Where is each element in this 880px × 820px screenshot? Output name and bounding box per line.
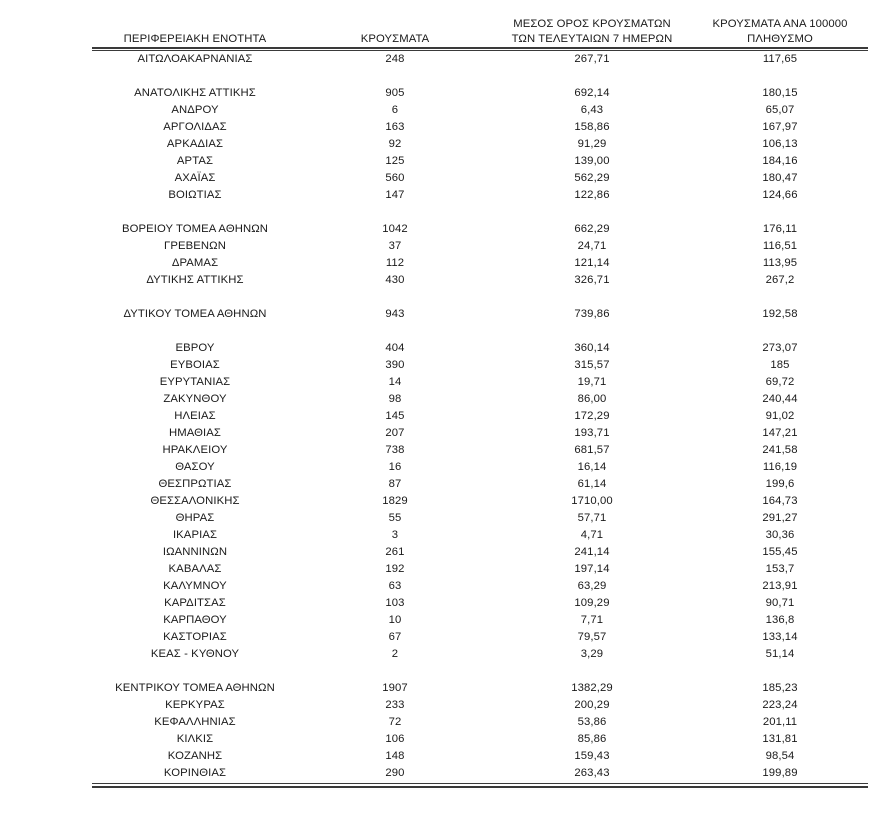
table-header-row xyxy=(92,0,868,47)
column-header-cases-per-100000-line2: ΠΛΗΘΥΣΜΟ xyxy=(747,32,813,45)
cell-cases-per-100000: 180,15 xyxy=(762,87,798,99)
table-spacer-cell xyxy=(92,663,868,680)
cell-seven-day-average: 197,14 xyxy=(574,563,610,575)
cell-cases: 103 xyxy=(385,597,405,609)
table-row xyxy=(92,221,868,238)
cell-cases-per-100000: 201,11 xyxy=(762,716,798,728)
cell-regional-unit: ΒΟΡΕΙΟΥ ΤΟΜΕΑ ΑΘΗΝΩΝ xyxy=(121,223,269,235)
table-row xyxy=(92,578,868,595)
cell-regional-unit: ΔΥΤΙΚΗΣ ΑΤΤΙΚΗΣ xyxy=(146,274,244,286)
cell-cases: 1829 xyxy=(382,495,408,507)
cell-cases-per-100000: 241,58 xyxy=(762,444,798,456)
cell-regional-unit: ΑΙΤΩΛΟΑΚΑΡΝΑΝΙΑΣ xyxy=(137,53,253,65)
table-spacer-row xyxy=(92,204,868,221)
cell-cases: 63 xyxy=(388,580,402,592)
cell-cases: 72 xyxy=(388,716,402,728)
table-spacer-cell xyxy=(92,204,868,221)
table-header-rule xyxy=(92,47,868,51)
cell-regional-unit: ΑΧΑΪΑΣ xyxy=(174,172,216,184)
cell-cases: 37 xyxy=(388,240,402,252)
cell-regional-unit: ΕΥΒΟΙΑΣ xyxy=(170,359,220,371)
regional-units-table-container xyxy=(92,0,868,789)
cell-regional-unit: ΔΥΤΙΚΟΥ ΤΟΜΕΑ ΑΘΗΝΩΝ xyxy=(123,308,267,320)
cell-seven-day-average: 267,71 xyxy=(574,53,610,65)
cell-seven-day-average: 19,71 xyxy=(577,376,607,388)
cell-cases-per-100000: 113,95 xyxy=(762,257,798,269)
cell-cases-per-100000: 69,72 xyxy=(765,376,795,388)
table-row xyxy=(92,510,868,527)
cell-cases: 55 xyxy=(388,512,402,524)
column-header-seven-day-average-line1: ΜΕΣΟΣ ΟΡΟΣ ΚΡΟΥΣΜΑΤΩΝ xyxy=(513,18,671,30)
table-row xyxy=(92,153,868,170)
cell-regional-unit: ΕΥΡΥΤΑΝΙΑΣ xyxy=(159,376,231,388)
regional-units-table xyxy=(92,0,868,782)
cell-seven-day-average: 6,43 xyxy=(580,104,604,116)
cell-seven-day-average: 315,57 xyxy=(574,359,610,371)
cell-seven-day-average: 53,86 xyxy=(577,716,607,728)
table-header xyxy=(92,0,868,47)
cell-cases: 248 xyxy=(385,53,405,65)
cell-cases: 404 xyxy=(385,342,405,354)
cell-seven-day-average: 121,14 xyxy=(574,257,610,269)
table-row xyxy=(92,544,868,561)
table-row xyxy=(92,255,868,272)
cell-cases: 192 xyxy=(385,563,405,575)
table-spacer-row xyxy=(92,68,868,85)
table-row xyxy=(92,680,868,697)
table-row xyxy=(92,136,868,153)
cell-regional-unit: ΘΑΣΟΥ xyxy=(175,461,215,473)
cell-seven-day-average: 263,43 xyxy=(574,767,610,779)
table-spacer-row xyxy=(92,663,868,680)
cell-seven-day-average: 172,29 xyxy=(574,410,610,422)
cell-cases-per-100000: 91,02 xyxy=(765,410,795,422)
cell-cases: 390 xyxy=(385,359,405,371)
table-row xyxy=(92,85,868,102)
cell-seven-day-average: 57,71 xyxy=(577,512,607,524)
cell-seven-day-average: 1382,29 xyxy=(571,682,613,694)
cell-regional-unit: ΑΝΔΡΟΥ xyxy=(171,104,219,116)
cell-cases: 87 xyxy=(388,478,402,490)
cell-cases-per-100000: 133,14 xyxy=(762,631,798,643)
table-row xyxy=(92,238,868,255)
table-row xyxy=(92,612,868,629)
cell-seven-day-average: 16,14 xyxy=(577,461,607,473)
cell-seven-day-average: 681,57 xyxy=(574,444,610,456)
cell-cases: 163 xyxy=(385,121,405,133)
cell-cases-per-100000: 184,16 xyxy=(762,155,798,167)
cell-cases: 16 xyxy=(388,461,402,473)
cell-cases: 2 xyxy=(391,648,399,660)
cell-cases: 10 xyxy=(388,614,402,626)
cell-seven-day-average: 193,71 xyxy=(574,427,610,439)
cell-regional-unit: ΚΟΡΙΝΘΙΑΣ xyxy=(163,767,227,779)
cell-regional-unit: ΘΕΣΠΡΩΤΙΑΣ xyxy=(158,478,232,490)
column-header-cases-per-100000 xyxy=(692,0,868,47)
cell-seven-day-average: 85,86 xyxy=(577,733,607,745)
cell-cases: 430 xyxy=(385,274,405,286)
cell-cases-per-100000: 117,65 xyxy=(762,53,798,65)
cell-cases: 125 xyxy=(385,155,405,167)
cell-cases-per-100000: 164,73 xyxy=(762,495,798,507)
column-header-cases xyxy=(298,0,492,47)
cell-regional-unit: ΔΡΑΜΑΣ xyxy=(171,257,219,269)
cell-seven-day-average: 159,43 xyxy=(574,750,610,762)
table-row xyxy=(92,459,868,476)
table-row xyxy=(92,408,868,425)
table-row xyxy=(92,748,868,765)
cell-cases: 1907 xyxy=(382,682,408,694)
cell-regional-unit: ΘΕΣΣΑΛΟΝΙΚΗΣ xyxy=(150,495,240,507)
cell-cases: 67 xyxy=(388,631,402,643)
cell-cases-per-100000: 291,27 xyxy=(762,512,798,524)
cell-regional-unit: ΑΡΤΑΣ xyxy=(176,155,214,167)
table-row xyxy=(92,646,868,663)
cell-seven-day-average: 7,71 xyxy=(580,614,604,626)
table-row xyxy=(92,527,868,544)
cell-seven-day-average: 662,29 xyxy=(574,223,610,235)
cell-seven-day-average: 3,29 xyxy=(580,648,604,660)
cell-cases-per-100000: 199,6 xyxy=(765,478,795,490)
cell-regional-unit: ΗΛΕΙΑΣ xyxy=(174,410,216,422)
cell-seven-day-average: 63,29 xyxy=(577,580,607,592)
table-row xyxy=(92,697,868,714)
cell-regional-unit: ΚΑΛΥΜΝΟΥ xyxy=(163,580,227,592)
cell-cases: 905 xyxy=(385,87,405,99)
cell-seven-day-average: 139,00 xyxy=(574,155,610,167)
table-row xyxy=(92,765,868,782)
cell-seven-day-average: 326,71 xyxy=(574,274,610,286)
cell-regional-unit: ΚΕΡΚΥΡΑΣ xyxy=(165,699,225,711)
cell-seven-day-average: 61,14 xyxy=(577,478,607,490)
cell-cases-per-100000: 136,8 xyxy=(765,614,795,626)
cell-cases-per-100000: 223,24 xyxy=(762,699,798,711)
table-row xyxy=(92,561,868,578)
cell-cases-per-100000: 185 xyxy=(770,359,790,371)
cell-regional-unit: ΙΚΑΡΙΑΣ xyxy=(172,529,218,541)
cell-cases: 738 xyxy=(385,444,405,456)
cell-regional-unit: ΖΑΚΥΝΘΟΥ xyxy=(163,393,227,405)
table-bottom-rule xyxy=(92,783,868,789)
cell-cases: 148 xyxy=(385,750,405,762)
cell-cases: 98 xyxy=(388,393,402,405)
table-row xyxy=(92,731,868,748)
cell-cases-per-100000: 153,7 xyxy=(765,563,795,575)
table-row xyxy=(92,357,868,374)
cell-regional-unit: ΗΜΑΘΙΑΣ xyxy=(168,427,221,439)
column-header-regional-unit-line1: ΠΕΡΙΦΕΡΕΙΑΚΗ ΕΝΟΤΗΤΑ xyxy=(123,32,267,45)
cell-cases: 261 xyxy=(385,546,405,558)
cell-seven-day-average: 241,14 xyxy=(574,546,610,558)
cell-cases-per-100000: 155,45 xyxy=(762,546,798,558)
table-row xyxy=(92,493,868,510)
table-row xyxy=(92,340,868,357)
cell-cases-per-100000: 51,14 xyxy=(765,648,795,660)
cell-cases-per-100000: 176,11 xyxy=(762,223,798,235)
cell-cases: 560 xyxy=(385,172,405,184)
cell-cases-per-100000: 185,23 xyxy=(762,682,798,694)
cell-cases-per-100000: 213,91 xyxy=(762,580,798,592)
cell-seven-day-average: 109,29 xyxy=(574,597,610,609)
cell-seven-day-average: 158,86 xyxy=(574,121,610,133)
cell-cases-per-100000: 240,44 xyxy=(762,393,798,405)
cell-seven-day-average: 4,71 xyxy=(580,529,604,541)
column-header-cases-line1: ΚΡΟΥΣΜΑΤΑ xyxy=(360,32,430,45)
cell-regional-unit: ΚΑΒΑΛΑΣ xyxy=(168,563,222,575)
cell-seven-day-average: 360,14 xyxy=(574,342,610,354)
cell-cases: 290 xyxy=(385,767,405,779)
table-spacer-cell xyxy=(92,289,868,306)
cell-cases-per-100000: 267,2 xyxy=(765,274,795,286)
cell-seven-day-average: 122,86 xyxy=(574,189,610,201)
table-row xyxy=(92,187,868,204)
cell-cases: 6 xyxy=(391,104,399,116)
table-row xyxy=(92,629,868,646)
cell-cases: 207 xyxy=(385,427,405,439)
cell-seven-day-average: 86,00 xyxy=(577,393,607,405)
column-header-regional-unit xyxy=(92,0,298,47)
cell-regional-unit: ΚΕΝΤΡΙΚΟΥ ΤΟΜΕΑ ΑΘΗΝΩΝ xyxy=(115,682,275,694)
cell-cases-per-100000: 167,97 xyxy=(762,121,798,133)
cell-cases: 145 xyxy=(385,410,405,422)
cell-cases-per-100000: 273,07 xyxy=(762,342,798,354)
cell-seven-day-average: 739,86 xyxy=(574,308,610,320)
table-row xyxy=(92,476,868,493)
cell-seven-day-average: 91,29 xyxy=(577,138,607,150)
cell-seven-day-average: 692,14 xyxy=(574,87,610,99)
table-spacer-cell xyxy=(92,68,868,85)
column-header-cases-per-100000-line1: ΚΡΟΥΣΜΑΤΑ ΑΝΑ 100000 xyxy=(712,18,848,30)
cell-regional-unit: ΑΡΚΑΔΙΑΣ xyxy=(166,138,224,150)
cell-cases-per-100000: 131,81 xyxy=(762,733,798,745)
cell-cases: 112 xyxy=(385,257,405,269)
cell-regional-unit: ΚΑΡΔΙΤΣΑΣ xyxy=(164,597,226,609)
cell-cases-per-100000: 116,19 xyxy=(762,461,798,473)
cell-cases: 943 xyxy=(385,308,405,320)
cell-seven-day-average: 79,57 xyxy=(577,631,607,643)
cell-regional-unit: ΓΡΕΒΕΝΩΝ xyxy=(164,240,226,252)
table-row xyxy=(92,51,868,68)
cell-regional-unit: ΚΕΑΣ - ΚΥΘΝΟΥ xyxy=(150,648,240,660)
column-header-seven-day-average xyxy=(492,0,692,47)
table-body xyxy=(92,47,868,782)
cell-seven-day-average: 24,71 xyxy=(577,240,607,252)
cell-cases: 92 xyxy=(388,138,402,150)
cell-cases: 106 xyxy=(385,733,405,745)
cell-cases-per-100000: 30,36 xyxy=(765,529,795,541)
cell-regional-unit: ΚΙΛΚΙΣ xyxy=(176,733,214,745)
table-row xyxy=(92,374,868,391)
cell-cases-per-100000: 106,13 xyxy=(762,138,798,150)
table-header-rule-row xyxy=(92,47,868,51)
cell-seven-day-average: 1710,00 xyxy=(571,495,613,507)
cell-cases: 147 xyxy=(385,189,405,201)
cell-regional-unit: ΚΟΖΑΝΗΣ xyxy=(167,750,223,762)
table-row xyxy=(92,425,868,442)
cell-cases: 1042 xyxy=(382,223,408,235)
cell-cases-per-100000: 147,21 xyxy=(762,427,798,439)
table-row xyxy=(92,272,868,289)
cell-regional-unit: ΒΟΙΩΤΙΑΣ xyxy=(168,189,222,201)
column-header-seven-day-average-line2: ΤΩΝ ΤΕΛΕΥΤΑΙΩΝ 7 ΗΜΕΡΩΝ xyxy=(511,32,673,45)
cell-cases-per-100000: 192,58 xyxy=(762,308,798,320)
cell-cases-per-100000: 65,07 xyxy=(765,104,795,116)
cell-regional-unit: ΚΑΡΠΑΘΟΥ xyxy=(163,614,227,626)
cell-regional-unit: ΗΡΑΚΛΕΙΟΥ xyxy=(162,444,228,456)
table-row xyxy=(92,170,868,187)
cell-cases-per-100000: 90,71 xyxy=(765,597,795,609)
table-spacer-cell xyxy=(92,323,868,340)
cell-regional-unit: ΙΩΑΝΝΙΝΩΝ xyxy=(162,546,228,558)
table-row xyxy=(92,442,868,459)
table-row xyxy=(92,714,868,731)
cell-regional-unit: ΘΗΡΑΣ xyxy=(175,512,215,524)
cell-regional-unit: ΕΒΡΟΥ xyxy=(175,342,215,354)
cell-seven-day-average: 562,29 xyxy=(574,172,610,184)
cell-cases-per-100000: 124,66 xyxy=(762,189,798,201)
cell-cases-per-100000: 180,47 xyxy=(762,172,798,184)
table-row xyxy=(92,102,868,119)
table-row xyxy=(92,119,868,136)
table-row xyxy=(92,306,868,323)
cell-cases: 233 xyxy=(385,699,405,711)
cell-cases: 14 xyxy=(388,376,402,388)
cell-cases-per-100000: 199,89 xyxy=(762,767,798,779)
table-row xyxy=(92,391,868,408)
cell-cases-per-100000: 98,54 xyxy=(765,750,795,762)
cell-regional-unit: ΚΑΣΤΟΡΙΑΣ xyxy=(163,631,227,643)
cell-regional-unit: ΑΝΑΤΟΛΙΚΗΣ ΑΤΤΙΚΗΣ xyxy=(134,87,256,99)
cell-regional-unit: ΚΕΦΑΛΛΗΝΙΑΣ xyxy=(154,716,236,728)
table-spacer-row xyxy=(92,323,868,340)
cell-cases: 3 xyxy=(391,529,399,541)
cell-regional-unit: ΑΡΓΟΛΙΔΑΣ xyxy=(163,121,227,133)
table-spacer-row xyxy=(92,289,868,306)
cell-seven-day-average: 200,29 xyxy=(574,699,610,711)
table-row xyxy=(92,595,868,612)
cell-cases-per-100000: 116,51 xyxy=(762,240,798,252)
